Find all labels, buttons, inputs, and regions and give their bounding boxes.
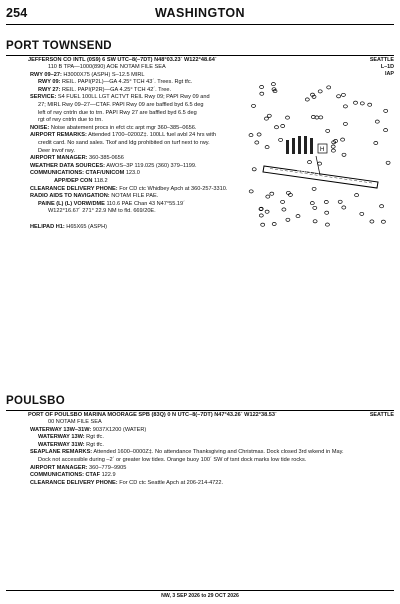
page-number: 254 — [6, 6, 28, 20]
remark-line — [38, 457, 306, 463]
remark-text: 9037X1200 (WATER) — [91, 426, 147, 433]
airport-title-line: JEFFERSON CO INTL (0S9) 6 SW UTC–8(–7DT) N48°03.23´ W122°48.64´ — [28, 57, 217, 63]
remark-text: For CD ctc Seattle Apch at 206-214-4722. — [117, 479, 224, 486]
remark-text: Dock not accessible during –2´ or greater low tides. Orange buoy 100´ SW of tsnt dock marks low tide rocks. — [38, 457, 307, 463]
remark-label: COMMUNICATIONS: CTAF — [30, 472, 101, 479]
remark-text: left of rwy cntrln due to trn. PAPI Rwy 27 are baffled byd 6.5 deg — [38, 109, 197, 116]
footer-rule — [6, 590, 394, 591]
remark-line — [30, 94, 210, 100]
remark-line — [30, 427, 146, 433]
remark-text: Attended 1600–0000Z‡. No attendance Thanksgiving and Christmas. Dock closed 3rd wkend in May. — [92, 449, 344, 456]
seaplane-base-title-line: PORT OF POULSBO MARINA MOORAGE SPB (83Q) 0 N UTC–8(–7DT) N47°43.26´ W122°38.53´ — [28, 412, 277, 418]
remark-label: PAINE (L) (L) VORW/DME — [38, 200, 105, 207]
remark-line — [38, 140, 210, 146]
remark-label: AIRPORT MANAGER: — [30, 155, 88, 162]
remark-line — [48, 64, 166, 70]
remark-line — [38, 442, 104, 448]
remark-line — [38, 117, 103, 123]
remark-text: H65X65 (ASPH) — [64, 223, 107, 230]
sectional-name: SEATTLE — [369, 57, 394, 63]
remark-text: 27; MIRL Rwy 09–27—CTAF. PAPI Rwy 09 are baffled byd 6.5 deg — [38, 102, 204, 108]
remark-text: Rgt tfc. — [84, 434, 104, 441]
remark-line — [54, 178, 108, 184]
remark-text: 00 NOTAM FILE SEA — [48, 419, 102, 425]
remark-text: rgt of rwy cntrln due to trn. — [38, 117, 103, 124]
remark-text: W122°16.67´ 271° 22.9 NM to fld. 669/20E. — [48, 208, 156, 215]
remark-line — [30, 170, 140, 176]
remark-text: Rgt tfc. — [84, 441, 104, 448]
remark-line — [38, 102, 204, 108]
remark-label: AIRPORT REMARKS: — [30, 132, 87, 139]
remark-label: SERVICE: — [30, 94, 57, 101]
remark-text: credit card. No sand sales. Tkof and ldg prohibited on turf next to rwy. — [38, 140, 210, 146]
remark-label: NOISE: — [30, 124, 50, 131]
effective-dates-footer: NW, 3 SEP 2026 to 29 OCT 2026 — [161, 593, 239, 599]
remark-text: NOTAM FILE PAE. — [109, 193, 159, 200]
remark-text: 118.2 — [92, 178, 108, 184]
header-rule — [6, 24, 394, 25]
remark-text: Deer invof rwy. — [38, 147, 75, 154]
remark-line — [30, 72, 145, 78]
remark-label: RWY 27: — [38, 86, 61, 93]
remark-line — [38, 79, 192, 85]
remark-text: Noise abatement procs in efct ctc arpt mgr 360–385–0656. — [49, 124, 197, 131]
remark-line — [30, 163, 197, 169]
chart-ref-l: L–1D — [380, 64, 394, 70]
remark-text: 123.0 — [124, 170, 140, 177]
city-heading-poulsbo: POULSBO — [6, 395, 65, 407]
remark-text: REIL. PAPI(P2R)—GA 4.25° TCH 42´. Tree. — [60, 86, 172, 93]
remark-line — [30, 480, 223, 486]
svg-text:H: H — [320, 147, 325, 153]
remark-line — [30, 465, 126, 471]
remark-label: COMMUNICATIONS: CTAF/UNICOM — [30, 170, 125, 177]
remark-line — [48, 208, 156, 214]
remark-label: RWY 09: — [38, 79, 61, 86]
remark-text: Attended 1700–0200Z‡. 100LL fuel avbl 24 hrs with — [86, 132, 217, 139]
remark-label: SEAPLANE REMARKS: — [30, 449, 93, 456]
remark-line — [30, 449, 344, 455]
remark-label: CLEARANCE DELIVERY PHONE: — [30, 185, 118, 192]
remark-label: RADIO AIDS TO NAVIGATION: — [30, 193, 110, 200]
remark-line — [38, 201, 185, 207]
remark-text: 360–779–9905 — [87, 464, 127, 471]
remark-label: WATERWAY 13W: — [38, 434, 85, 441]
remark-text: AWOS–3P 119.025 (360) 379–1199. — [105, 162, 197, 169]
remark-label: AIRPORT MANAGER: — [30, 464, 88, 471]
chart-ref-iap: IAP — [385, 71, 394, 77]
remark-line — [38, 434, 104, 440]
remark-line — [30, 193, 158, 199]
city-heading-port-townsend: PORT TOWNSEND — [6, 40, 112, 52]
remark-line — [30, 472, 116, 478]
remark-text: 110.6 PAE Chan 43 N47°55.19´ — [104, 200, 186, 207]
remark-line — [38, 148, 75, 154]
remark-label: HELIPAD H1: — [30, 223, 65, 230]
remark-label: CLEARANCE DELIVERY PHONE: — [30, 479, 118, 486]
remark-label: WATERWAY 31W: — [38, 441, 85, 448]
remark-line — [30, 132, 216, 138]
remark-text: For CD ctc Whidbey Apch at 360-257-3310. — [117, 185, 228, 192]
remark-text: H3000X75 (ASPH) S–12.5 MIRL — [61, 71, 145, 78]
remark-line — [30, 125, 196, 131]
remark-line — [30, 186, 227, 192]
remark-line — [38, 87, 171, 93]
remark-text: 110 B TPA—1000(890) AOE NOTAM FILE SEA — [48, 64, 166, 70]
remark-label: RWY 09–27: — [30, 71, 62, 78]
state-title: WASHINGTON — [155, 6, 245, 20]
remark-label: WATERWAY 13W–31W: — [30, 426, 92, 433]
remark-label: APP/DEP CON — [54, 178, 93, 184]
airport-diagram — [246, 80, 396, 230]
remark-label: WEATHER DATA SOURCES: — [30, 162, 105, 169]
remark-text: REIL. PAPI(P2L)—GA 4.25° TCH 43´. Trees. Rgt tfc. — [60, 79, 193, 86]
city-rule — [6, 55, 394, 56]
remark-text: S4 FUEL 100LL LGT ACTVT REIL Rwy 09; PAPI Rwy 09 and — [56, 94, 210, 101]
remark-line — [48, 419, 102, 425]
city-rule — [6, 410, 394, 411]
remark-line — [30, 224, 107, 230]
remark-text: 360-385-0656 — [87, 155, 124, 162]
remark-line — [30, 155, 124, 161]
remark-line — [38, 110, 197, 116]
remark-text: 122.9 — [100, 472, 116, 479]
sectional-name: SEATTLE — [369, 412, 394, 418]
runway-dimension-label: 3000 X 75 — [295, 168, 320, 178]
